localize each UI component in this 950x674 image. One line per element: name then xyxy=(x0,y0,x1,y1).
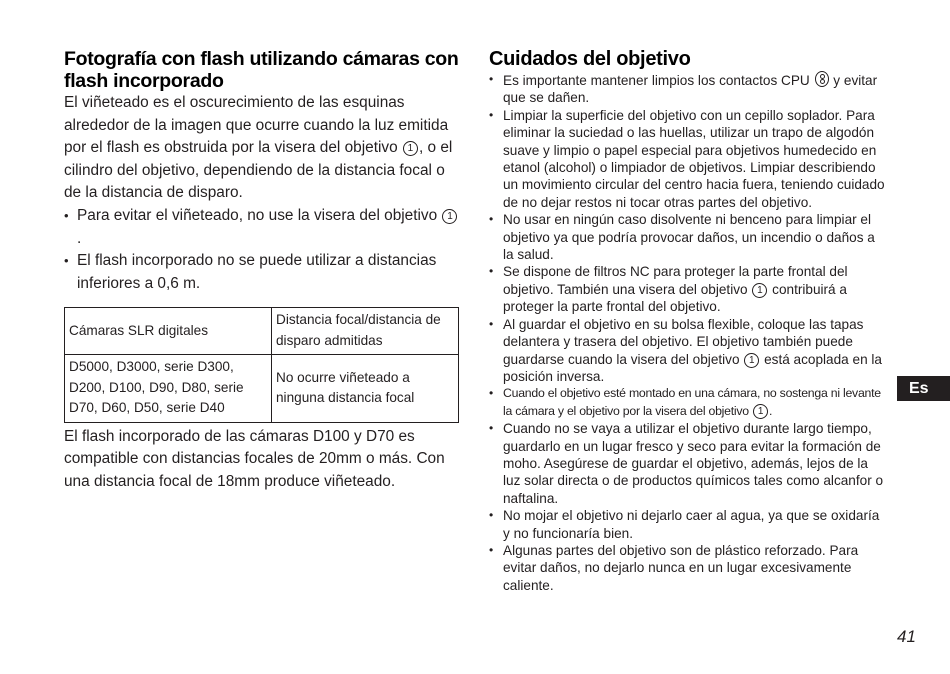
list-item xyxy=(489,316,887,386)
cpu-contacts-icon xyxy=(815,71,829,87)
table-row xyxy=(65,355,459,423)
page-number: 41 xyxy=(897,627,916,646)
bullet1-text-a: Para evitar el viñeteado, no use la visera del objetivo xyxy=(77,206,442,224)
b1-text-a: Es importante mantener limpios los contactos CPU xyxy=(503,73,814,88)
callout-1-icon: 1 xyxy=(753,404,768,419)
language-tab: Es xyxy=(897,376,950,401)
vignetting-intro xyxy=(64,92,460,205)
callout-1-icon: 1 xyxy=(442,209,457,224)
b5-text-a: Al guardar el objetivo en su bolsa flexible, coloque las tapas delantera y trasera del objetivo. El objetivo también puede guardarse cuando la visera del objetivo xyxy=(503,316,864,367)
right-column xyxy=(489,48,887,594)
list-item xyxy=(64,205,460,250)
list-item xyxy=(489,71,887,107)
flash-section-heading: Fotografía con flash utilizando cámaras con flash incorporado xyxy=(64,48,459,92)
list-item: • No mojar el objetivo ni dejarlo caer al agua, ya que se oxidaría y no funcionaría bien. xyxy=(489,507,887,542)
list-item: • El flash incorporado no se puede utilizar a distancias inferiores a 0,6 m. xyxy=(64,250,460,295)
cell-vignetting-note: No ocurre viñeteado a ninguna distancia focal xyxy=(272,355,459,423)
list-item: • No usar en ningún caso disolvente ni benceno para limpiar el objetivo ya que podría provocar daños, un incendio o daños a la salud. xyxy=(489,211,887,263)
bullet1-text-b: . xyxy=(77,229,82,247)
list-item: • Limpiar la superficie del objetivo con un cepillo soplador. Para eliminar la suciedad o las huellas, utilizar un trapo de algodón suave y limpio o papel especial para objetivos humedecido en etanol (alcohol) o limpiador de objetivos. Limpiar describiendo un movimiento circular del centro hacia fuera, teniendo cuidado de no dejar restos ni tocar otras partes del objetivo. xyxy=(489,107,887,211)
b5-text-b: está acoplada en la posición inversa. xyxy=(503,351,882,384)
list-item xyxy=(489,385,887,420)
list-item xyxy=(489,263,887,315)
callout-1-icon: 1 xyxy=(403,141,418,156)
cell-camera-models: D5000, D3000, serie D300, D200, D100, D90, D80, serie D70, D60, D50, serie D40 xyxy=(65,355,272,423)
header-cell-cameras: Cámaras SLR digitales xyxy=(65,308,272,355)
intro-text-b: , o el cilindro del objetivo, dependiendo de la distancia focal o de la distancia de disparo. xyxy=(64,139,453,202)
intro-text-a: El viñeteado es el oscurecimiento de las esquinas alrededor de la imagen que ocurre cuando la luz emitida por el flash es obstruida por la visera del objetivo xyxy=(64,94,449,157)
flash-compat-note: El flash incorporado de las cámaras D100 y D70 es compatible con distancias focales de 20mm o más. Con una distancia focal de 18mm produce viñeteado. xyxy=(64,427,445,491)
callout-1-icon: 1 xyxy=(752,283,767,298)
b6-text-b: . xyxy=(769,403,773,418)
table-row xyxy=(65,308,459,355)
flash-bullet-list xyxy=(64,205,460,295)
lens-care-heading: Cuidados del objetivo xyxy=(489,48,691,70)
lens-care-list xyxy=(489,71,887,594)
b6-text-a: Cuando el objetivo esté montado en una cámara, no sostenga ni levante la cámara y el objetivo por la visera del objetivo xyxy=(503,386,881,418)
list-item: • Cuando no se vaya a utilizar el objetivo durante largo tiempo, guardarlo en un lugar fresco y seco para evitar la formación de moho. Asegúrese de guardar el objetivo, además, lejos de la luz solar directa o de productos químicos tales como alcanfor o naftalina. xyxy=(489,420,887,507)
b4-text-a: Se dispone de filtros NC para proteger la parte frontal del objetivo. También una visera del objetivo xyxy=(503,264,848,297)
left-column xyxy=(64,48,460,494)
list-item: • Algunas partes del objetivo son de plástico reforzado. Para evitar daños, no dejarlo nunca en un lugar excesivamente caliente. xyxy=(489,542,887,594)
header-cell-distance: Distancia focal/distancia de disparo admitidas xyxy=(272,308,459,355)
compatibility-table xyxy=(64,307,459,423)
callout-1-icon: 1 xyxy=(744,353,759,368)
b1-text-b: y evitar que se dañen. xyxy=(503,73,878,106)
b4-text-b: contribuirá a proteger la parte frontal del objetivo. xyxy=(503,281,847,315)
